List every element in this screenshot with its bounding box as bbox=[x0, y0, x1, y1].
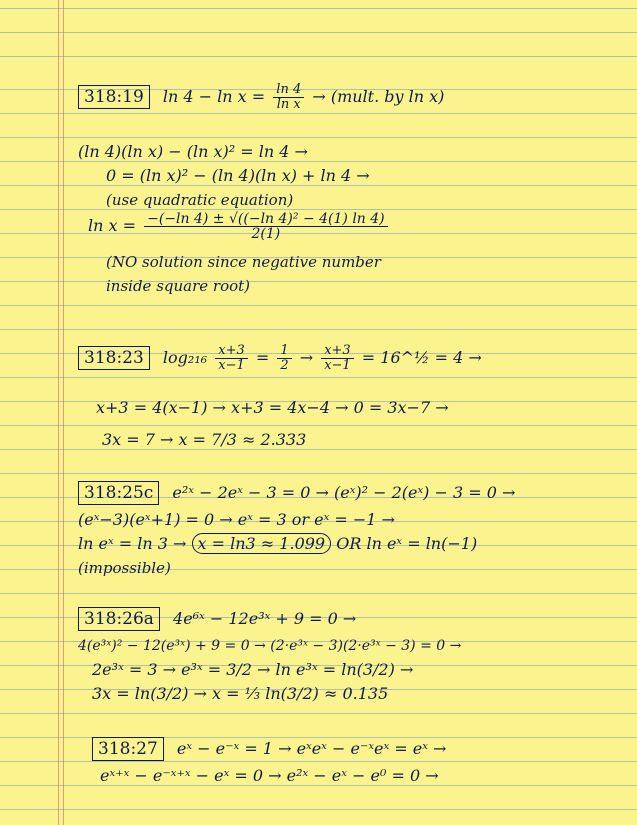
problem-318-19-line-1 bbox=[78, 82, 618, 112]
problem-label: 318:23 bbox=[78, 346, 150, 370]
denominator: x−1 bbox=[324, 358, 351, 373]
fraction bbox=[277, 344, 291, 373]
problem-label: 318:26a bbox=[78, 607, 160, 631]
numerator: x+3 bbox=[321, 344, 354, 359]
equation-text: ln 4 − ln x = bbox=[162, 87, 266, 106]
problem-318-25c bbox=[78, 478, 618, 580]
equation-text: → (mult. by ln x) bbox=[312, 87, 445, 106]
fraction bbox=[321, 344, 354, 373]
problem-318-26a-line-1 bbox=[78, 604, 618, 634]
equation-text: eˣ − e⁻ˣ = 1 → eˣeˣ − e⁻ˣeˣ = eˣ → bbox=[176, 739, 447, 758]
problem-318-27-line-1 bbox=[78, 734, 618, 764]
problem-318-27-line-2: eˣ⁺ˣ − e⁻ˣ⁺ˣ − eˣ = 0 → e²ˣ − eˣ − e⁰ = 0 → bbox=[100, 766, 439, 785]
problem-318-23 bbox=[78, 344, 618, 452]
problem-label: 318:27 bbox=[92, 737, 164, 761]
problem-318-23-line-3: 3x = 7 → x = 7/3 ≈ 2.333 bbox=[102, 430, 307, 449]
denominator: ln x bbox=[276, 97, 301, 112]
equation-text: 4e⁶ˣ − 12e³ˣ + 9 = 0 → bbox=[173, 609, 357, 628]
equation-text: = 16^½ = 4 → bbox=[361, 348, 482, 367]
denominator: 2 bbox=[280, 358, 289, 373]
problem-318-26a bbox=[78, 604, 618, 706]
problem-318-19-line-7: inside square root) bbox=[106, 277, 251, 295]
problem-318-19-line-6: (NO solution since negative number bbox=[106, 253, 381, 271]
denominator: 2(1) bbox=[251, 226, 281, 242]
numerator: −(−ln 4) ± √((−ln 4)² − 4(1) ln 4) bbox=[144, 212, 388, 227]
numerator: ln 4 bbox=[273, 83, 304, 98]
problem-318-26a-line-3: 2e³ˣ = 3 → e³ˣ = 3/2 → ln e³ˣ = ln(3/2) → bbox=[92, 660, 414, 679]
problem-318-25c-line-3 bbox=[78, 532, 618, 556]
problem-318-19-line-3: 0 = (ln x)² − (ln 4)(ln x) + ln 4 → bbox=[106, 166, 370, 185]
problem-318-23-line-2: x+3 = 4(x−1) → x+3 = 4x−4 → 0 = 3x−7 → bbox=[96, 398, 449, 417]
problem-label: 318:19 bbox=[78, 85, 150, 109]
problem-318-25c-line-1 bbox=[78, 478, 618, 508]
problem-318-19-line-5 bbox=[78, 212, 618, 250]
fraction bbox=[144, 212, 388, 241]
numerator: x+3 bbox=[215, 344, 248, 359]
equation-text: e²ˣ − 2eˣ − 3 = 0 → (eˣ)² − 2(eˣ) − 3 = 0 → bbox=[172, 483, 516, 502]
problem-318-19-line-2: (ln 4)(ln x) − (ln x)² = ln 4 → bbox=[78, 142, 308, 161]
denominator: x−1 bbox=[218, 358, 245, 373]
equation-text: OR ln eˣ = ln(−1) bbox=[336, 534, 478, 553]
equation-text: ln x = bbox=[88, 216, 137, 235]
equation-text: ln eˣ = ln 3 → bbox=[78, 534, 187, 553]
fraction bbox=[215, 344, 248, 373]
equation-text: = bbox=[255, 348, 270, 367]
equation-text: → bbox=[299, 348, 314, 367]
problem-318-25c-line-2: (eˣ−3)(eˣ+1) = 0 → eˣ = 3 or eˣ = −1 → bbox=[78, 510, 395, 529]
numerator: 1 bbox=[277, 344, 291, 359]
problem-318-25c-line-4: (impossible) bbox=[78, 559, 171, 577]
problem-318-27 bbox=[78, 734, 618, 788]
problem-318-23-line-1 bbox=[78, 344, 618, 382]
fraction bbox=[273, 83, 304, 112]
circled-answer: x = ln3 ≈ 1.099 bbox=[192, 533, 332, 554]
problem-318-19-line-4: (use quadratic equation) bbox=[106, 191, 294, 209]
problem-318-19 bbox=[78, 82, 618, 298]
problem-318-26a-line-4: 3x = ln(3/2) → x = ⅓ ln(3/2) ≈ 0.135 bbox=[92, 684, 389, 703]
problem-318-26a-line-2: 4(e³ˣ)² − 12(e³ˣ) + 9 = 0 → (2·e³ˣ − 3)(2·e³ˣ − 3) = 0 → bbox=[78, 638, 462, 654]
equation-text: log₂₁₆ bbox=[162, 348, 208, 367]
problem-label: 318:25c bbox=[78, 481, 159, 505]
